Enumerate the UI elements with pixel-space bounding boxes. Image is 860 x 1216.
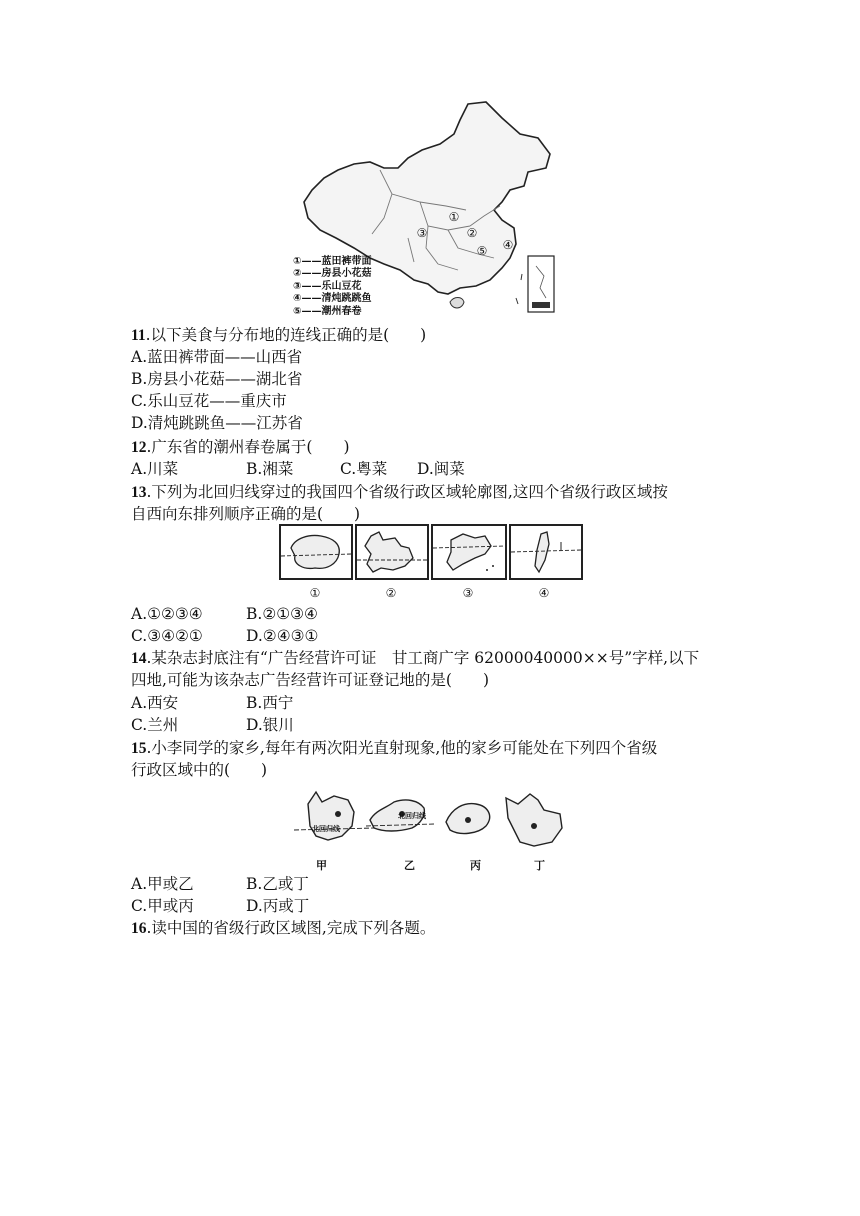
q13-option-b: B.②①③④ [246, 605, 318, 623]
map-marker-3: ③ [416, 226, 428, 240]
q15-option-b: B.乙或丁 [246, 875, 309, 893]
q15-label-yi: 乙 [404, 859, 415, 872]
q11-option-c: C.乐山豆花——重庆市 [131, 392, 287, 410]
q16-stem: 16.读中国的省级行政区域图,完成下列各题。 [131, 919, 436, 937]
q13-stem-line1: 13.下列为北回归线穿过的我国四个省级行政区域轮廓图,这四个省级行政区域按 [131, 483, 668, 501]
q13-figure-label-1: ① [309, 586, 321, 600]
q12-stem: 12.广东省的潮州春卷属于( ) [131, 438, 350, 456]
province-outline-4 [511, 526, 581, 578]
q15-option-c: C.甲或丙 [131, 897, 194, 915]
q11-option-a: A.蓝田裤带面——山西省 [131, 348, 303, 366]
map-marker-4: ④ [502, 238, 514, 252]
q13-figure-label-4: ④ [538, 586, 550, 600]
legend-item: ③——乐山豆花 [293, 280, 362, 292]
tropic-label-2: 北回归线 [398, 812, 426, 820]
province-outline-2 [357, 526, 427, 578]
q14-option-a: A.西安 [131, 694, 179, 712]
q13-option-d: D.②④③① [246, 627, 319, 645]
tropic-label-1: 北回归线 [312, 825, 340, 833]
q15-stem-line1: 15.小李同学的家乡,每年有两次阳光直射现象,他的家乡可能处在下列四个省级 [131, 739, 658, 757]
q13-figure-1 [279, 524, 353, 580]
map-marker-2: ② [466, 226, 478, 240]
legend-item: ⑤——潮州春卷 [293, 305, 362, 317]
q13-figure-label-2: ② [385, 586, 397, 600]
q13-figure-3 [431, 524, 507, 580]
q15-label-bing: 丙 [470, 859, 481, 872]
q15-label-jia: 甲 [316, 859, 327, 872]
q12-option-b: B.湘菜 [246, 460, 294, 478]
q14-option-b: B.西宁 [246, 694, 294, 712]
q12-option-a: A.川菜 [131, 460, 179, 478]
province-outline-1 [281, 526, 351, 578]
q12-option-d: D.闽菜 [417, 460, 465, 478]
q11-option-d: D.清炖跳跳鱼——江苏省 [131, 414, 303, 432]
map-marker-5: ⑤ [476, 244, 488, 258]
q13-figure-2 [355, 524, 429, 580]
q15-province-outlines [294, 786, 570, 852]
q14-option-c: C.兰州 [131, 716, 179, 734]
q13-option-c: C.③④②① [131, 627, 203, 645]
q15-option-a: A.甲或乙 [131, 875, 194, 893]
province-outline-3 [433, 526, 505, 578]
q15-label-ding: 丁 [534, 859, 545, 872]
legend-item: ④——清炖跳跳鱼 [293, 293, 372, 305]
q14-stem-line2: 四地,可能为该杂志广告经营许可证登记地的是( ) [131, 671, 490, 689]
map-legend [293, 256, 371, 318]
q13-figure-4 [509, 524, 583, 580]
q13-option-a: A.①②③④ [131, 605, 203, 623]
q11-option-b: B.房县小花菇——湖北省 [131, 370, 303, 388]
legend-item: ②——房县小花菇 [293, 268, 372, 280]
q11-stem: 11.以下美食与分布地的连线正确的是( ) [131, 326, 427, 344]
legend-item: ①——蓝田裤带面 [293, 256, 372, 267]
q12-option-c: C.粤菜 [340, 460, 388, 478]
q14-stem-line1: 14.某杂志封底注有“广告经营许可证 甘工商广字 62000040000××号”字样,以下 [131, 649, 700, 667]
q15-option-d: D.丙或丁 [246, 897, 310, 915]
q13-figure-label-3: ③ [462, 586, 474, 600]
q15-figure [294, 786, 570, 852]
q13-stem-line2: 自西向东排列顺序正确的是( ) [131, 505, 361, 523]
map-marker-1: ① [448, 210, 460, 224]
q14-option-d: D.银川 [246, 716, 294, 734]
q15-stem-line2: 行政区域中的( ) [131, 761, 268, 779]
